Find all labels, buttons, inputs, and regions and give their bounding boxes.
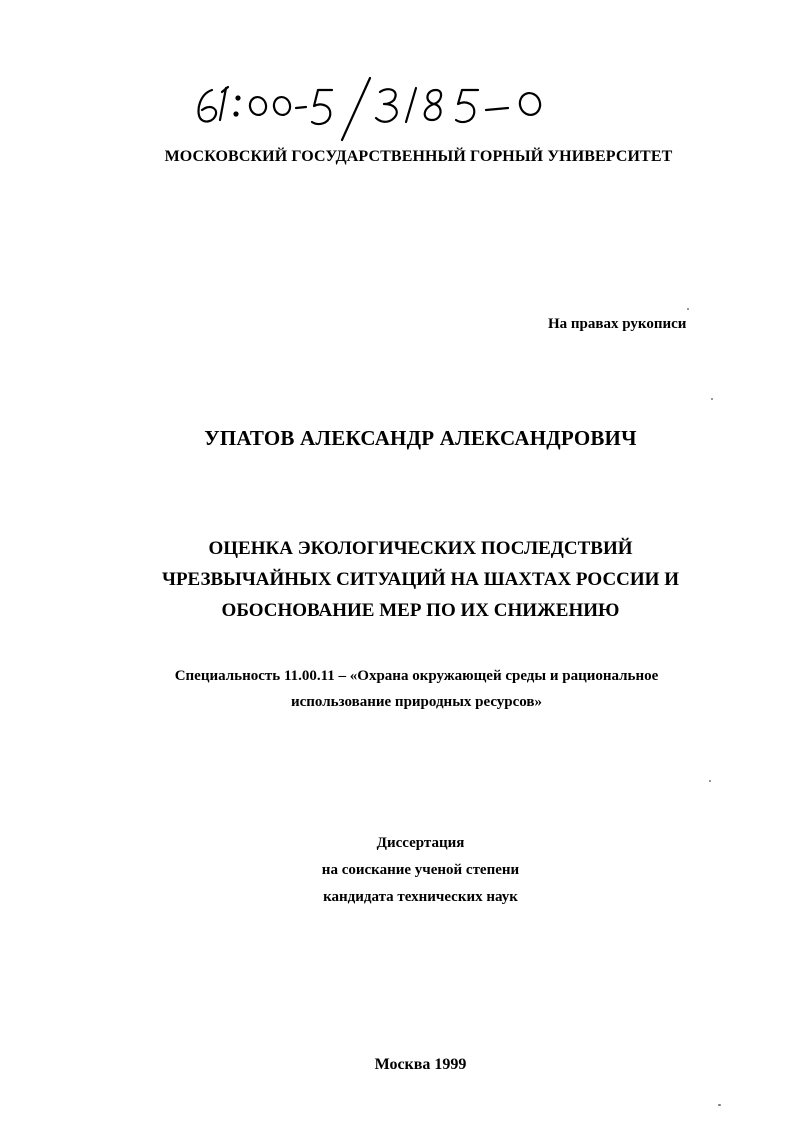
rights-note: На правах рукописи — [548, 316, 687, 332]
university-name: МОСКОВСКИЙ ГОСУДАРСТВЕННЫЙ ГОРНЫЙ УНИВЕРСИТЕТ — [164, 148, 673, 165]
thesis-title-line: ОЦЕНКА ЭКОЛОГИЧЕСКИХ ПОСЛЕДСТВИЙ — [208, 538, 633, 559]
city-year: Москва 1999 — [374, 1056, 467, 1073]
handwritten-catalog-number — [190, 72, 560, 147]
degree-name: кандидата технических наук — [323, 889, 518, 905]
thesis-title-line: ОБОСНОВАНИЕ МЕР ПО ИХ СНИЖЕНИЮ — [221, 600, 620, 621]
dissertation-type: Диссертация — [376, 835, 465, 851]
author-name: УПАТОВ АЛЕКСАНДР АЛЕКСАНДРОВИЧ — [204, 426, 637, 450]
scan-speck — [709, 780, 711, 782]
specialty-line: Специальность 11.00.11 – «Охрана окружающей среды и рациональное — [174, 668, 659, 684]
thesis-title-line: ЧРЕЗВЫЧАЙНЫХ СИТУАЦИЙ НА ШАХТАХ РОССИИ И — [162, 569, 679, 590]
degree-purpose: на соискание ученой степени — [321, 862, 520, 878]
scan-speck — [687, 308, 689, 310]
scan-speck — [718, 1104, 721, 1106]
specialty-line: использование природных ресурсов» — [290, 694, 543, 710]
scan-speck — [711, 398, 713, 400]
